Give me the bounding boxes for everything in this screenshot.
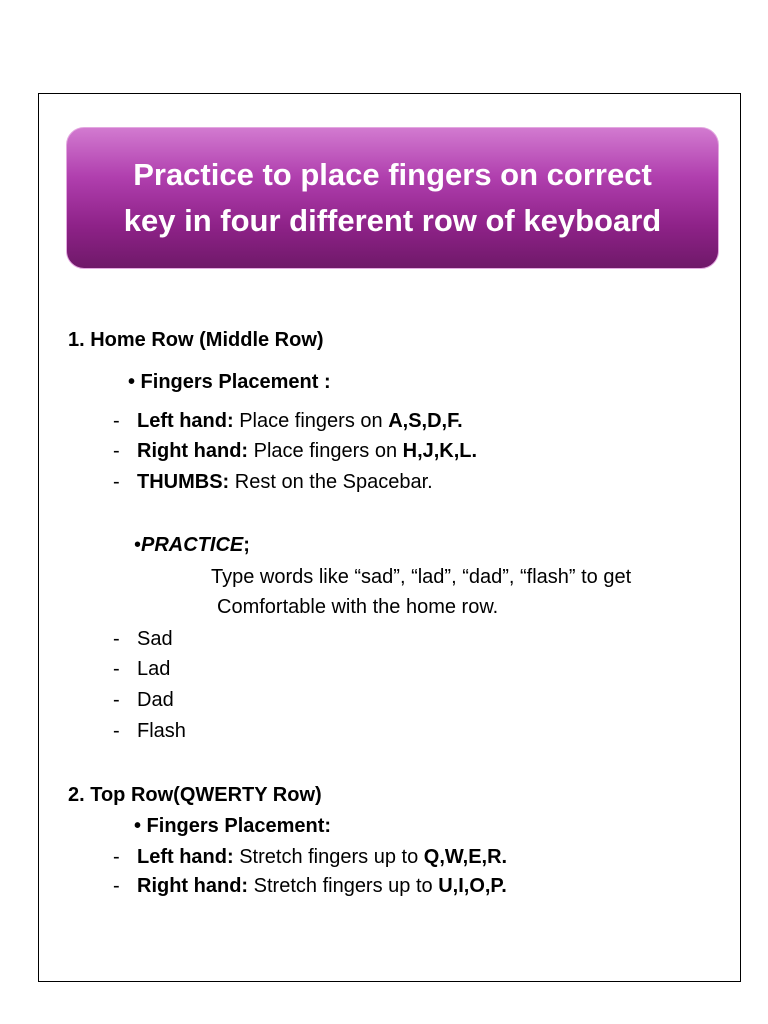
practice-instruction-line1: Type words like “sad”, “lad”, “dad”, “flash” to get xyxy=(211,566,632,588)
item-text: Stretch fingers up to xyxy=(248,875,439,897)
dash-marker: - xyxy=(113,658,120,680)
practice-heading xyxy=(134,533,250,557)
practice-word: Flash xyxy=(137,720,186,742)
practice-word: Lad xyxy=(137,658,171,680)
item-keys: H,J,K,L. xyxy=(402,440,478,462)
practice-word: Dad xyxy=(137,689,174,711)
item-label: THUMBS: xyxy=(137,471,230,493)
practice-bullet: • xyxy=(134,534,142,556)
dash-marker: - xyxy=(113,689,120,711)
banner-title-line1: Practice to place fingers on correct xyxy=(133,157,652,192)
section2-heading: 2. Top Row(QWERTY Row) xyxy=(68,784,322,806)
item-keys: Q,W,E,R. xyxy=(423,846,508,868)
banner-title xyxy=(124,152,661,244)
section1-heading: 1. Home Row (Middle Row) xyxy=(68,329,324,351)
dash-marker: - xyxy=(113,471,120,493)
dash-marker: - xyxy=(113,720,120,742)
section1-placement-heading: • Fingers Placement : xyxy=(128,371,331,393)
item-label: Left hand: xyxy=(137,410,234,432)
practice-word: Sad xyxy=(137,628,173,650)
item-text: Place fingers on xyxy=(233,410,389,432)
item-label: Right hand: xyxy=(137,440,249,462)
item-label: Right hand: xyxy=(137,875,249,897)
item-label: Left hand: xyxy=(137,846,234,868)
section2-placement-heading: • Fingers Placement: xyxy=(134,815,332,837)
dash-marker: - xyxy=(113,875,120,897)
practice-instruction-line2: Comfortable with the home row. xyxy=(217,596,499,618)
banner-title-line2: key in four different row of keyboard xyxy=(123,203,662,238)
title-banner xyxy=(66,127,719,269)
dash-marker: - xyxy=(113,440,120,462)
practice-label: PRACTICE xyxy=(141,534,244,556)
item-text: Place fingers on xyxy=(248,440,403,462)
item-keys: U,I,O,P. xyxy=(438,875,507,897)
item-text: Rest on the Spacebar. xyxy=(229,471,433,493)
dash-marker: - xyxy=(113,846,120,868)
item-keys: A,S,D,F. xyxy=(388,410,463,432)
dash-marker: - xyxy=(113,410,120,432)
item-text: Stretch fingers up to xyxy=(233,846,424,868)
dash-marker: - xyxy=(113,628,120,650)
practice-semicolon: ; xyxy=(243,534,250,556)
